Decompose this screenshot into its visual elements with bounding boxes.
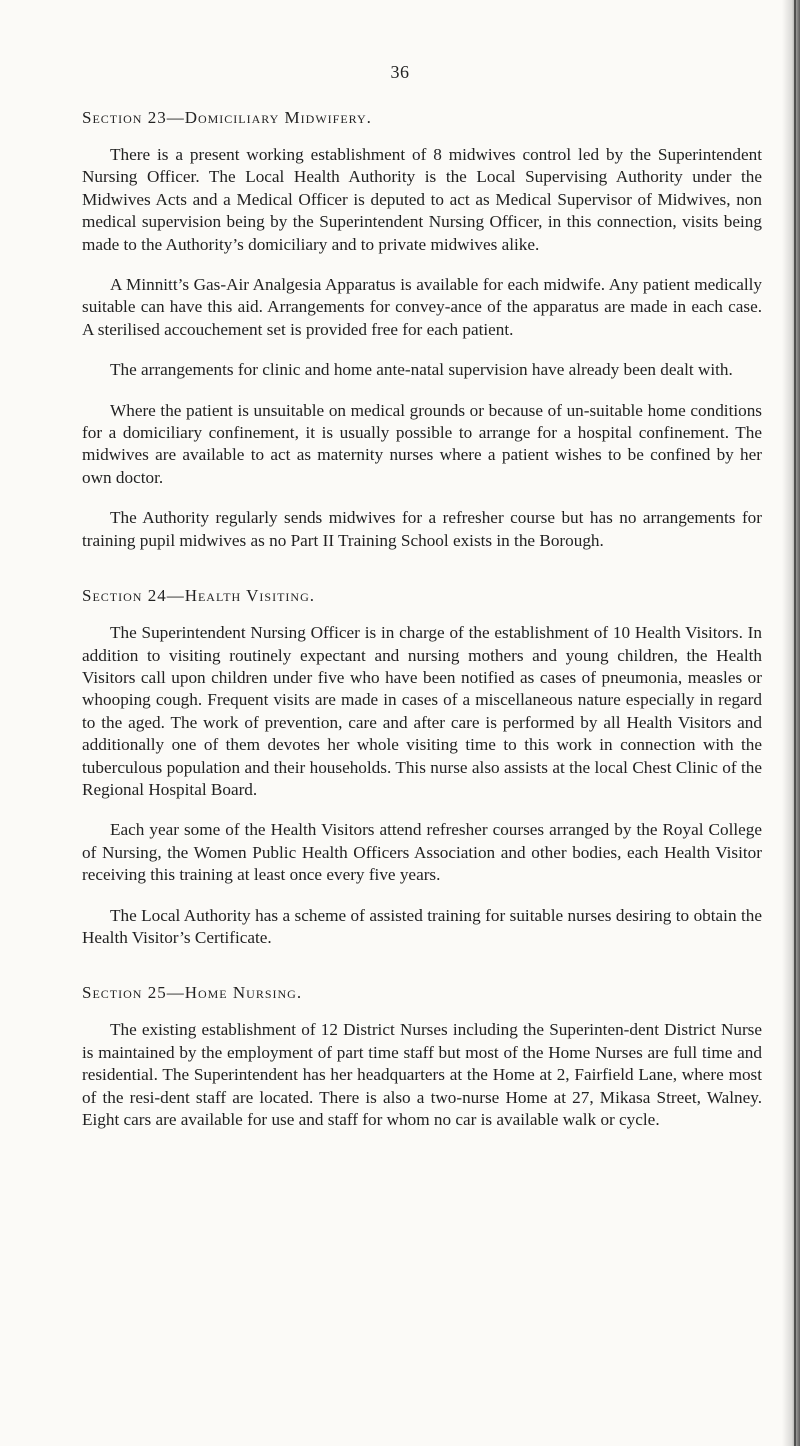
paragraph: The Superintendent Nursing Officer is in charge of the establishment of 10 Health Visitors. In addition to visiting routinely expectant and nursing mothers and young children, the Health Visitors call upon children under five who have been notified as cases of pneumonia, measles or whooping cough. Frequent visits are made in cases of a miscellaneous nature especially in regard to the aged. The work of prevention, care and after care is performed by all Health Visitors and additionally one of them devotes her whole visiting time to this work in connection with the tuberculous population and their households. This nurse also assists at the local Chest Clinic of the Regional Hospital Board. xyxy=(82,623,762,799)
page-number: 36 xyxy=(390,62,410,82)
paragraph: The existing establishment of 12 District Nurses including the Superinten-dent District Nurse is maintained by the employment of part time staff but most of the Home Nurses are full time and residential. The Superintendent has her headquarters at the Home at 2, Fairfield Lane, where most of the resi-dent staff are located. There is also a two-nurse Home at 27, Mikasa Street, Walney. Eight cars are available for use and staff for whom no car is available walk or cycle. xyxy=(82,1020,762,1129)
document-body xyxy=(82,108,762,1165)
paragraph: The Authority regularly sends midwives for a refresher course but has no arrangements for training pupil midwives as no Part II Training School exists in the Borough. xyxy=(82,508,762,550)
section-25 xyxy=(82,983,762,1131)
section-23 xyxy=(82,108,762,552)
page-edge-shadow xyxy=(782,0,800,1446)
section-24 xyxy=(82,586,762,949)
section-heading: Section 25—Home Nursing. xyxy=(82,983,303,1003)
paragraph: Where the patient is unsuitable on medical grounds or because of un-suitable home conditions for a domiciliary confinement, it is usually possible to arrange for a hospital confinement. The midwives are available to act as maternity nurses where a patient wishes to be confined by her own doctor. xyxy=(82,400,762,487)
paragraph: There is a present working establishment of 8 midwives control led by the Superintendent Nursing Officer. The Local Health Authority is the Local Supervising Authority under the Midwives Acts and a Medical Officer is deputed to act as Medical Supervisor of Midwives, non medical supervision being by the Superintendent Nursing Officer, in this connection, visits being made to the Authority’s domiciliary and to private midwives alike. xyxy=(82,145,762,254)
paragraph: The Local Authority has a scheme of assisted training for suitable nurses desiring to obtain the Health Visitor’s Certificate. xyxy=(82,905,762,947)
paragraph: A Minnitt’s Gas-Air Analgesia Apparatus is available for each midwife. Any patient medically suitable can have this aid. Arrangements for convey-ance of the apparatus are made in each case. A sterilised accouchement set is provided free for each patient. xyxy=(82,275,762,339)
paragraph: Each year some of the Health Visitors attend refresher courses arranged by the Royal College of Nursing, the Women Public Health Officers Association and other bodies, each Health Visitor receiving this training at least once every five years. xyxy=(82,820,762,885)
page-edge-line xyxy=(794,0,796,1446)
section-heading: Section 23—Domiciliary Midwifery. xyxy=(82,108,372,127)
paragraph: The arrangements for clinic and home ante-natal supervision have already been dealt with. xyxy=(110,360,733,380)
section-heading: Section 24—Health Visiting. xyxy=(82,586,315,606)
